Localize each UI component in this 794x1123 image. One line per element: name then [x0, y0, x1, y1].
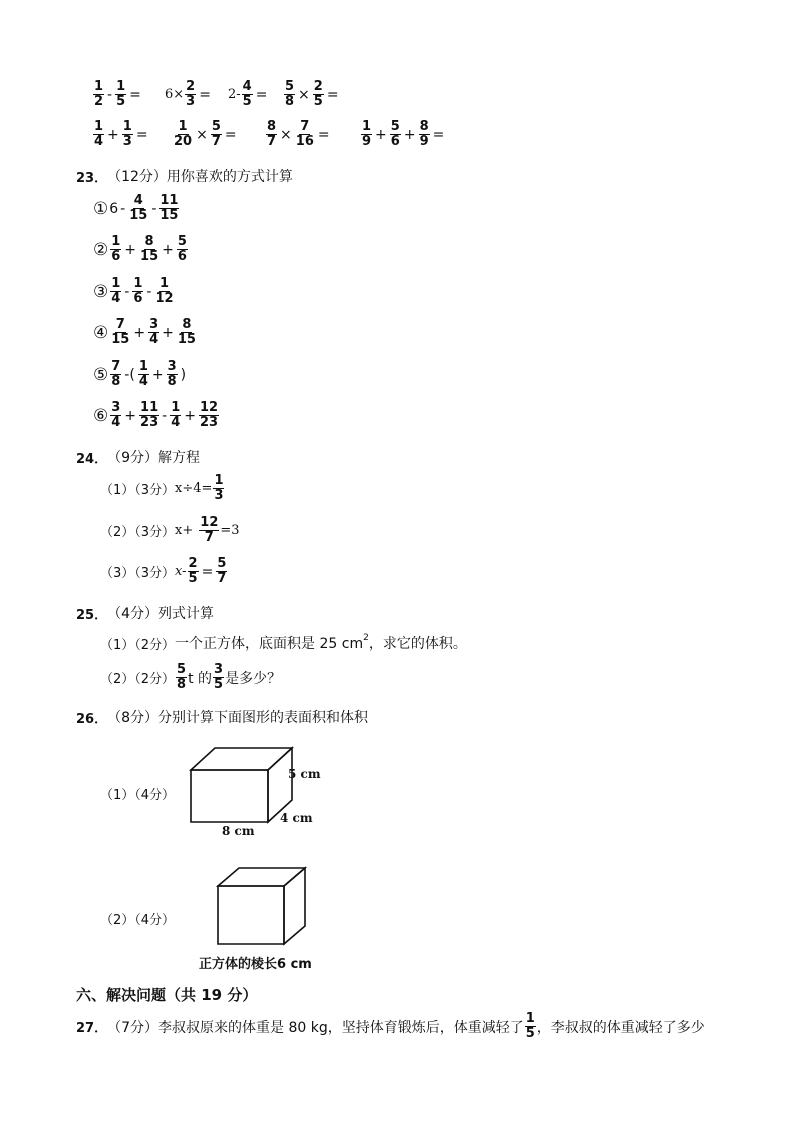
- q26-heading: 26． （8分）分别计算下面图形的表面积和体积: [76, 710, 368, 727]
- fraction: $\frac{8}{15}$: [140, 234, 159, 264]
- fraction: $\frac{7}{8}$: [111, 359, 121, 389]
- fraction: $\frac{5}{8}$: [177, 662, 187, 692]
- fraction: $\frac{3}{5}$: [214, 662, 224, 692]
- q23-item-4: ④ $\frac{7}{15}$ + $\frac{3}{4}$ + $\frac{8}{15}$: [93, 317, 196, 347]
- fraction: $\frac{2}{3}$: [186, 79, 196, 109]
- cuboid-figure: [186, 744, 326, 840]
- cube-caption: 正方体的棱长6 cm: [199, 957, 312, 972]
- q25-item-1: （1）（2分） 一个正方体，底面积是 25 cm $^2$ ，求它的体积。: [100, 633, 467, 653]
- q26-item-2-label: （2）（4分）: [100, 913, 176, 928]
- fraction: $\frac{12}{7}$: [200, 515, 219, 545]
- fraction: $\frac{7}{15}$: [111, 317, 130, 347]
- fraction: $\frac{3}{8}$: [167, 359, 177, 389]
- fraction: $\frac{5}{6}$: [390, 119, 400, 149]
- fraction: $\frac{5}{8}$: [285, 79, 295, 109]
- fraction: $\frac{1}{9}$: [362, 119, 372, 149]
- q25-item-2: （2）（2分） $\frac{5}{8}$ t 的 $\frac{3}{5}$ 是多少？: [100, 662, 282, 692]
- q24-item-3: （3）（3分） x- $\frac{2}{5}$ = $\frac{5}{7}$: [100, 556, 227, 586]
- fraction: $\frac{1}{4}$: [94, 119, 104, 149]
- q23-heading: 23． （12分）用你喜欢的方式计算: [76, 169, 293, 186]
- fraction: $\frac{4}{15}$: [129, 193, 148, 223]
- fraction: $\frac{5}{7}$: [217, 556, 227, 586]
- fraction: $\frac{7}{16}$: [295, 119, 314, 149]
- fraction: $\frac{1}{4}$: [171, 400, 181, 430]
- q23-item-3: ③ $\frac{1}{4}$ - $\frac{1}{6}$ - $\frac{1}{12}$: [93, 276, 174, 306]
- calc-row2-expr1: $\frac{1}{4}$ + $\frac{1}{3}$ =: [94, 119, 148, 149]
- calc-row1-expr2: 6× $\frac{2}{3}$ =: [165, 79, 211, 109]
- q26-item-1-label: （1）（4分）: [100, 788, 176, 803]
- fraction: $\frac{1}{3}$: [214, 473, 224, 503]
- q23-item-5: ⑤ $\frac{7}{8}$ -( $\frac{1}{4}$ + $\frac{3}{8}$ ): [93, 359, 187, 389]
- fraction: $\frac{8}{15}$: [177, 317, 196, 347]
- cuboid-width-label: 4 cm: [280, 811, 313, 825]
- fraction: $\frac{1}{6}$: [133, 276, 143, 306]
- fraction: $\frac{8}{9}$: [419, 119, 429, 149]
- q23-item-6: ⑥ $\frac{3}{4}$ + $\frac{11}{23}$ - $\frac{1}{4}$ + $\frac{12}{23}$: [93, 400, 219, 430]
- fraction: $\frac{1}{4}$: [138, 359, 148, 389]
- q27-line: 27． （7分）李叔叔原来的体重是 80 kg，坚持体育锻炼后，体重减轻了 $\frac{1}{5}$ ，李叔叔的体重减轻了多少: [76, 1011, 705, 1041]
- q24-item-1: （1）（3分） x÷4= $\frac{1}{3}$: [100, 473, 224, 503]
- fraction: $\frac{4}{5}$: [242, 79, 252, 109]
- calc-row2-expr4: $\frac{1}{9}$ + $\frac{5}{6}$ + $\frac{8}{9}$ =: [362, 119, 445, 149]
- fraction: $\frac{1}{6}$: [111, 234, 121, 264]
- fraction: $\frac{1}{20}$: [174, 119, 193, 149]
- section-six-title: 六、解决问题（共 19 分）: [76, 986, 258, 1004]
- fraction: $\frac{1}{4}$: [111, 276, 121, 306]
- fraction: $\frac{11}{23}$: [140, 400, 159, 430]
- cube-figure: [215, 866, 315, 948]
- fraction: $\frac{1}{2}$: [94, 79, 104, 109]
- fraction: $\frac{3}{4}$: [111, 400, 121, 430]
- q24-item-2: （2）（3分） x+ $\frac{12}{7}$ =3: [100, 515, 240, 545]
- fraction: $\frac{8}{7}$: [267, 119, 277, 149]
- calc-row2-expr3: $\frac{8}{7}$ × $\frac{7}{16}$ =: [267, 119, 330, 149]
- q24-heading: 24． （9分）解方程: [76, 450, 201, 467]
- q25-heading: 25． （4分）列式计算: [76, 606, 215, 623]
- q23-item-1: ① 6 - $\frac{4}{15}$ - $\frac{11}{15}$: [93, 193, 179, 223]
- cuboid-length-label: 8 cm: [222, 824, 255, 838]
- calc-row1-expr1: $\frac{1}{2}$ - $\frac{1}{5}$ =: [94, 79, 141, 109]
- calc-row2-expr2: $\frac{1}{20}$ × $\frac{5}{7}$ =: [174, 119, 237, 149]
- fraction: $\frac{5}{7}$: [211, 119, 221, 149]
- fraction: $\frac{1}{5}$: [116, 79, 126, 109]
- fraction: $\frac{1}{12}$: [155, 276, 174, 306]
- fraction: $\frac{2}{5}$: [313, 79, 323, 109]
- fraction: $\frac{11}{15}$: [160, 193, 179, 223]
- fraction: $\frac{12}{23}$: [199, 400, 219, 430]
- calc-row1-expr4: $\frac{5}{8}$ × $\frac{2}{5}$ =: [285, 79, 339, 109]
- fraction: $\frac{1}{5}$: [525, 1011, 535, 1041]
- calc-row1-expr3: 2- $\frac{4}{5}$ =: [228, 79, 268, 109]
- fraction: $\frac{3}{4}$: [149, 317, 159, 347]
- fraction: $\frac{5}{6}$: [177, 234, 187, 264]
- fraction: $\frac{1}{3}$: [122, 119, 132, 149]
- fraction: $\frac{2}{5}$: [188, 556, 198, 586]
- q23-item-2: ② $\frac{1}{6}$ + $\frac{8}{15}$ + $\frac{5}{6}$: [93, 234, 187, 264]
- cuboid-height-label: 5 cm: [288, 767, 321, 781]
